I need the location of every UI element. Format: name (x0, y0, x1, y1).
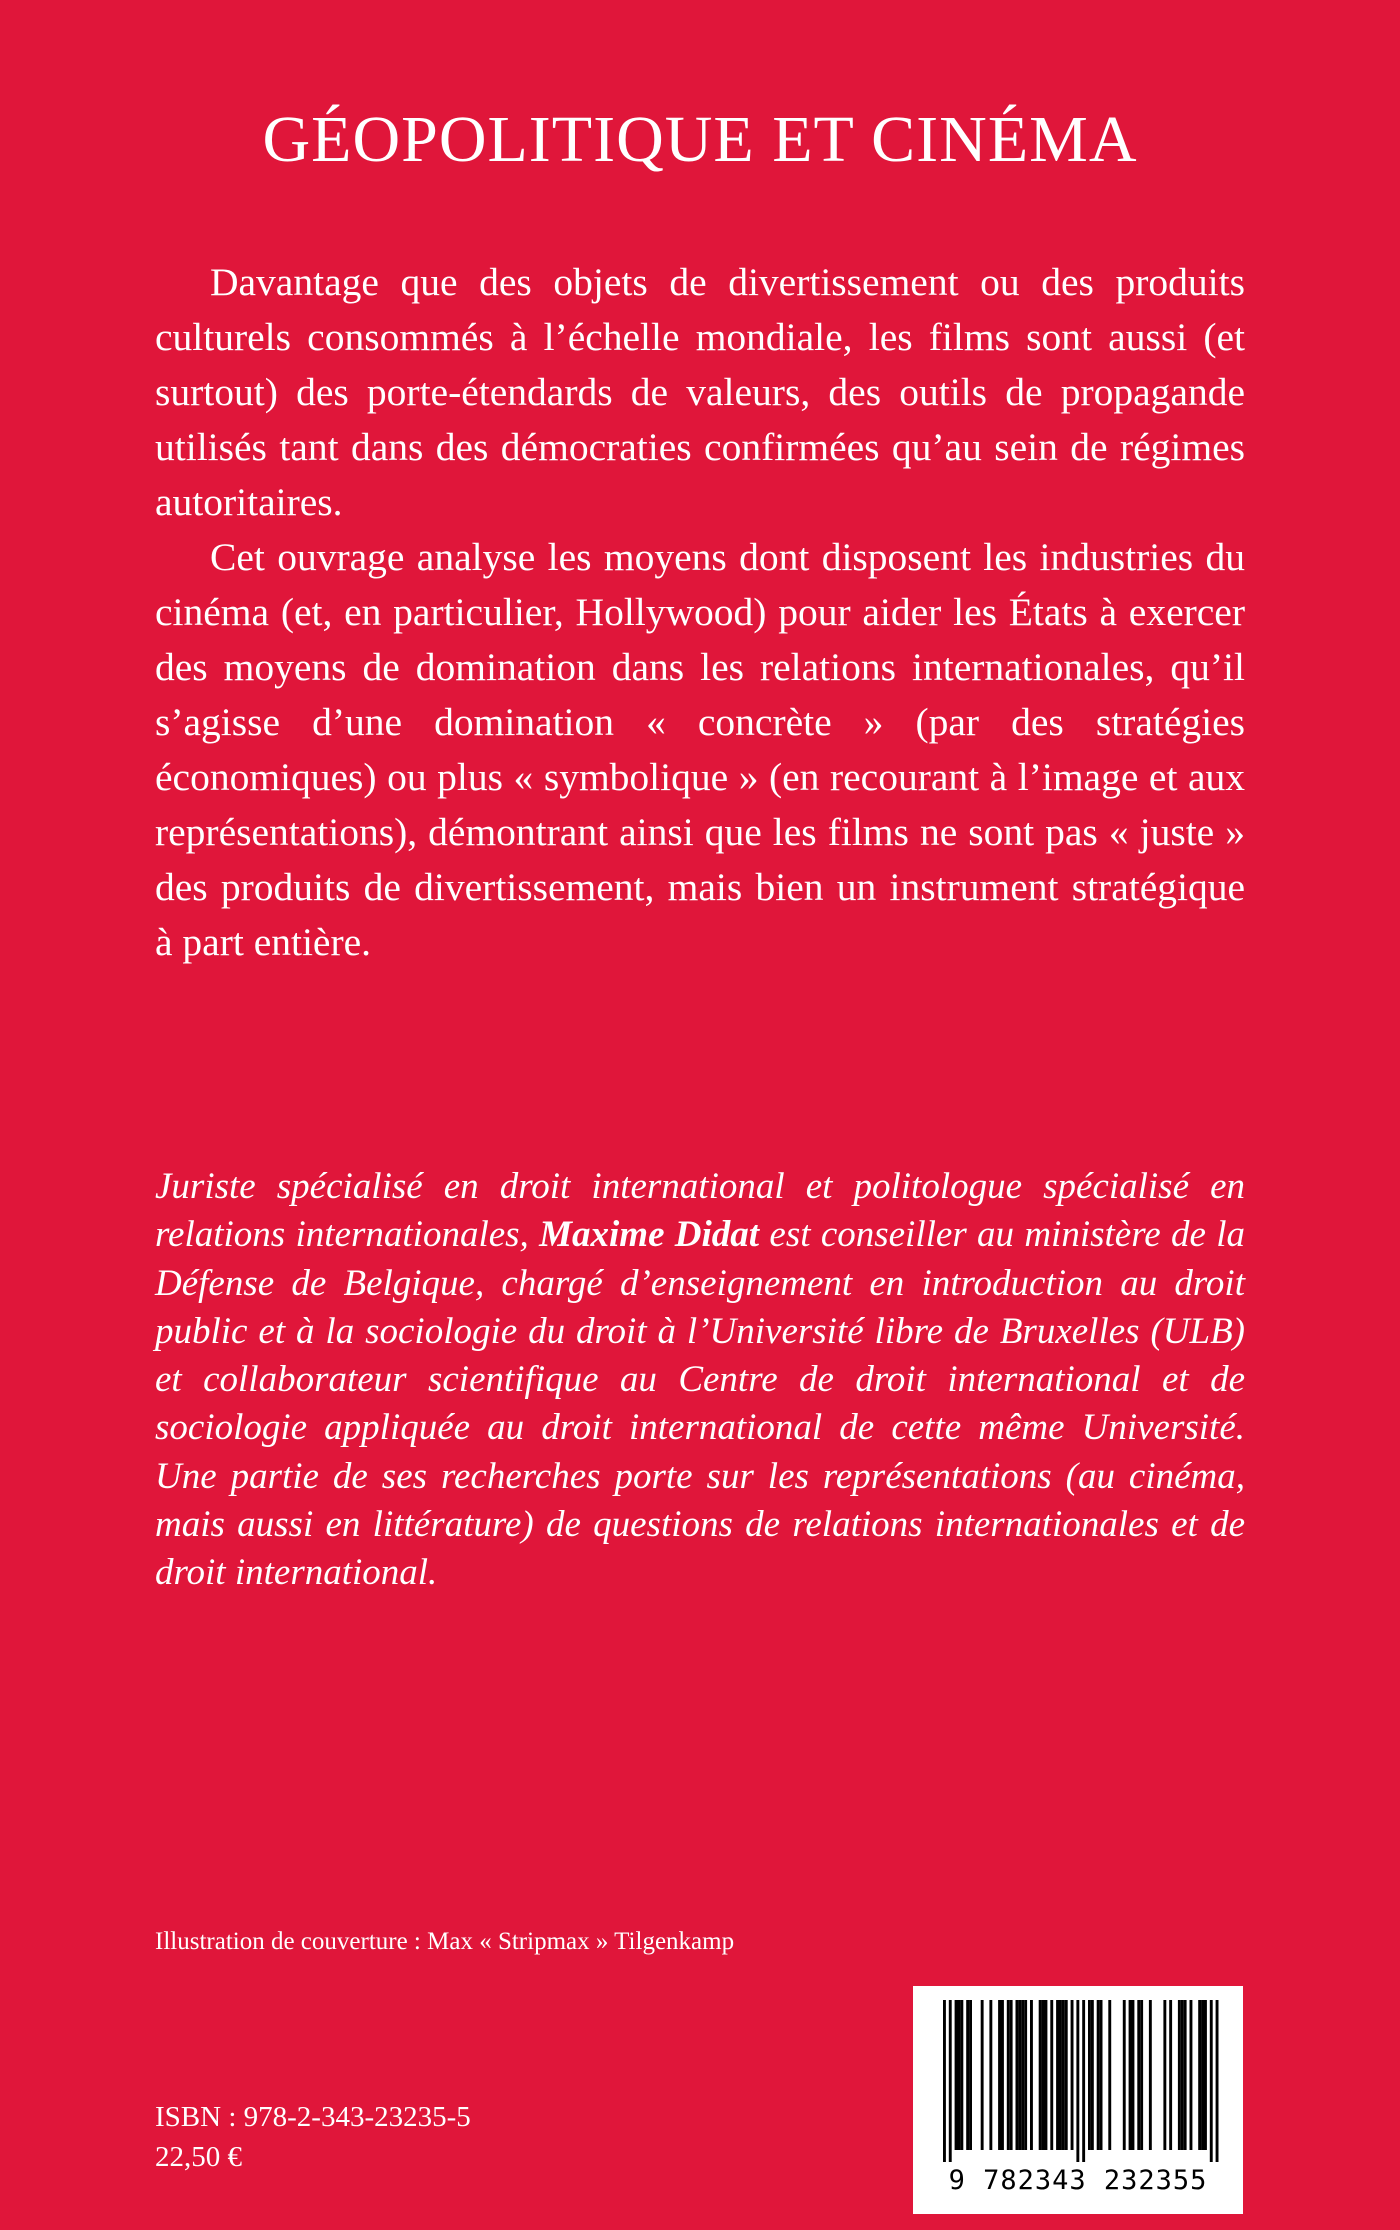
barcode-bar (1001, 2000, 1004, 2150)
isbn-label: ISBN : 978-2-343-23235-5 (155, 2101, 471, 2133)
barcode-bar (1129, 2000, 1132, 2150)
bio-intro: Juriste spécialisé en droit international et politologue spécialisé en relations internationales, (155, 1166, 1245, 1256)
barcode-bar (1210, 2000, 1213, 2162)
barcode-bar (969, 2000, 972, 2150)
author-bio (155, 1163, 1245, 1598)
barcode-bar (1059, 2000, 1062, 2150)
barcode-bar (989, 2000, 992, 2150)
barcode-bar (1016, 2000, 1019, 2150)
barcode-bar (949, 2000, 952, 2162)
barcode-bar (1181, 2000, 1184, 2150)
barcode-bar (1091, 2000, 1094, 2150)
barcode-bar (960, 2000, 963, 2150)
barcode-bar (1137, 2000, 1140, 2150)
cover-illustration-credit: Illustration de couverture : Max « Stripmax » Tilgenkamp (155, 1928, 735, 1955)
barcode-digits: 9 782343 232355 (948, 2165, 1208, 2196)
barcode-bar (1050, 2000, 1053, 2150)
barcode-bar (958, 2000, 961, 2150)
barcode-bar (1056, 2000, 1059, 2150)
barcode-bar (1045, 2000, 1048, 2150)
barcode-bar (1190, 2000, 1193, 2150)
barcode-bar (1204, 2000, 1207, 2150)
barcode-bar (1039, 2000, 1042, 2150)
barcode-bar (1100, 2000, 1103, 2150)
barcode-bar (1065, 2000, 1068, 2150)
barcode-bar (1140, 2000, 1143, 2150)
author-bio-text (155, 1163, 1245, 1598)
barcode-bar (1024, 2000, 1027, 2150)
barcode-bar (1021, 2000, 1024, 2150)
barcode-bar (966, 2000, 969, 2150)
barcode-bar (1071, 2000, 1074, 2150)
barcode-bar (1201, 2000, 1204, 2150)
barcode-bar (1076, 2000, 1079, 2162)
price-label: 22,50 € (155, 2141, 242, 2173)
barcode-bar (1042, 2000, 1045, 2150)
barcode-bar (1178, 2000, 1181, 2150)
barcode (913, 1986, 1243, 2214)
barcode-bar (1184, 2000, 1187, 2150)
barcode-bars (913, 1986, 1243, 2166)
barcode-bar (1123, 2000, 1126, 2150)
barcode-bar (1007, 2000, 1010, 2150)
barcode-bar (998, 2000, 1001, 2150)
barcode-bar (1163, 2000, 1166, 2150)
summary-paragraph-2: Cet ouvrage analyse les moyens dont disposent les industries du cinéma (et, en particulier, Hollywood) pour aider les États à exercer des moyens de domination dans les relations internationales, qu’il s’agisse d’une domination « concrète » (par des stratégies économiques) ou plus « symbolique » (en recourant à l’image et aux représentations), démontrant ainsi que les films ne sont pas « juste » des produits de divertissement, mais bien un instrument stratégique à part entière. (155, 535, 1245, 964)
barcode-bar (1010, 2000, 1013, 2150)
barcode-bar (1082, 2000, 1085, 2162)
barcode-bar (1097, 2000, 1100, 2150)
barcode-bar (1198, 2000, 1201, 2150)
barcode-bar (955, 2000, 958, 2150)
barcode-bar (1088, 2000, 1091, 2150)
barcode-bar (1108, 2000, 1111, 2150)
barcode-bar (943, 2000, 946, 2162)
bio-rest: est conseiller au ministère de la Défense de Belgique, chargé d’enseignement en introduction au droit public et à la sociologie du droit à l’Université libre de Bruxelles (ULB) et collaborateur scientifique au Centre de droit international et de sociologie appliquée au droit international de cette même Université. Une partie de ses recherches porte sur les représentations (au cinéma, mais aussi en littérature) de questions de relations internationales et de droit international. (155, 1214, 1245, 1594)
barcode-bar (1216, 2000, 1219, 2162)
barcode-bar (1030, 2000, 1033, 2150)
barcode-bar (1018, 2000, 1021, 2150)
barcode-bar (1169, 2000, 1172, 2150)
barcode-bar (1132, 2000, 1135, 2150)
barcode-bar (981, 2000, 984, 2150)
book-title: GÉOPOLITIQUE ET CINÉMA (262, 103, 1138, 176)
book-summary (155, 255, 1245, 970)
barcode-bar (1149, 2000, 1152, 2150)
barcode-bar (1062, 2000, 1065, 2150)
author-name: Maxime Didat (539, 1214, 760, 1256)
summary-paragraph-1: Davantage que des objets de divertissement ou des produits culturels consommés à l’échelle mondiale, les films sont aussi (et surtout) des porte-étendards de valeurs, des outils de propagande utilisés tant dans des démocraties confirmées qu’au sein de régimes autoritaires. (155, 260, 1245, 524)
